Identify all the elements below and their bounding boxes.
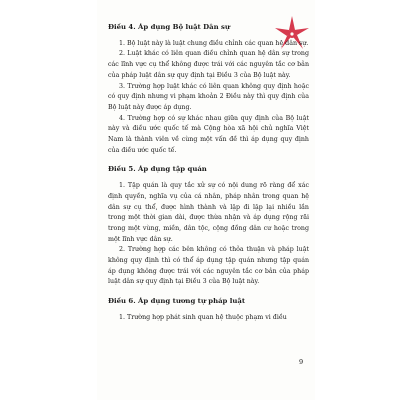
article-heading: Điều 4. Áp dụng Bộ luật Dân sự <box>108 23 230 31</box>
paragraph: 2. Trường hợp các bên không có thỏa thuận và pháp luật không quy định thì có thể áp dụng tập quán nhưng tập quán áp dụng không được trái với các nguyên tắc cơ bản của pháp luật dân sự quy định tại Điều 3 của Bộ luật này. <box>108 246 309 286</box>
paragraph: 4. Trường hợp có sự khác nhau giữa quy định của Bộ luật này và điều ước quốc tế mà Cộng hòa xã hội chủ nghĩa Việt Nam là thành viên về cùng một vấn đề thì áp dụng quy định của điều ước quốc tế. <box>108 114 309 154</box>
article-heading: Điều 5. Áp dụng tập quán <box>108 165 207 174</box>
article-heading: Điều 6. Áp dụng tương tự pháp luật <box>108 297 246 306</box>
article-4 <box>108 22 309 156</box>
page-content <box>108 22 309 332</box>
article-5 <box>108 164 309 288</box>
article-6 <box>108 296 309 323</box>
paragraph: 3. Trường hợp luật khác có liên quan không quy định hoặc có quy định nhưng vi phạm khoản 2 Điều này thì quy định của Bộ luật này được áp dụng. <box>108 82 309 111</box>
paragraph: 1. Trường hợp phát sinh quan hệ thuộc phạm vi điều <box>119 313 287 321</box>
page-number: 9 <box>299 358 304 366</box>
paragraph: 1. Bộ luật này là luật chung điều chỉnh các quan hệ dân sự. <box>119 39 309 47</box>
book-page <box>97 0 315 400</box>
paragraph: 2. Luật khác có liên quan điều chỉnh quan hệ dân sự trong các lĩnh vực cụ thể không được trái với các nguyên tắc cơ bản của pháp luật dân sự quy định tại Điều 3 của Bộ luật này. <box>108 50 309 79</box>
paragraph: 1. Tập quán là quy tắc xử sự có nội dung rõ ràng để xác định quyền, nghĩa vụ của cá nhân, pháp nhân trong quan hệ dân sự cụ thể, được hình thành và lặp đi lặp lại nhiều lần trong một thời gian dài, được thừa nhận và áp dụng rộng rãi trong một vùng, miền, dân tộc, cộng đồng dân cư hoặc trong một lĩnh vực dân sự. <box>108 182 309 243</box>
